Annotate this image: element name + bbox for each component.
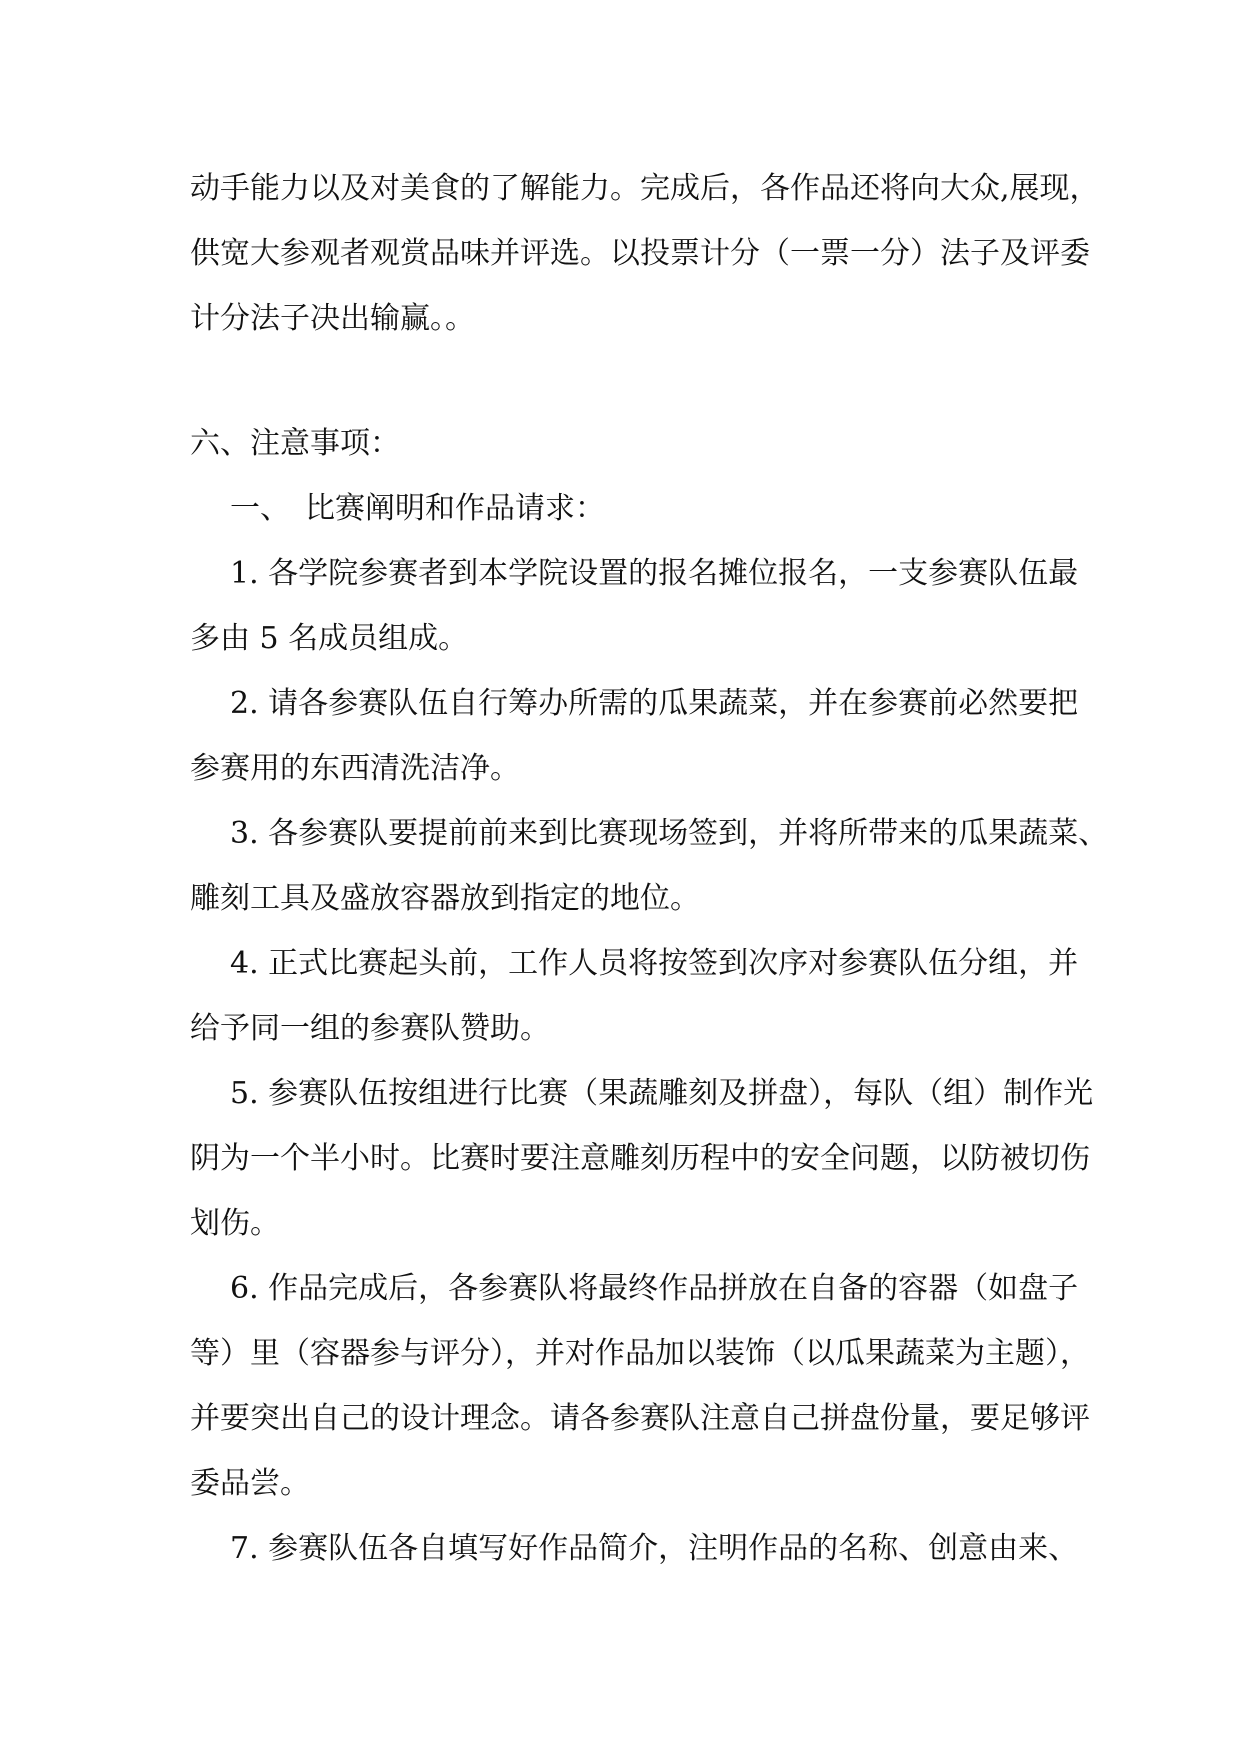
item-5-line-3: 划伤。 [190,1206,280,1241]
subheading: 一、 比赛阐明和作品请求： [230,491,605,526]
item-6-line-2: 等）里（容器参与评分），并对作品加以装饰（以瓜果蔬菜为主题）， [190,1336,1090,1371]
section-heading: 六、注意事项： [190,426,400,461]
item-7-line-1: 7. 参赛队伍各自填写好作品简介，注明作品的名称、创意由来、 [230,1531,1079,1566]
item-3-line-2: 雕刻工具及盛放容器放到指定的地位。 [190,881,700,916]
item-5-line-2: 阴为一个半小时。比赛时要注意雕刻历程中的安全问题，以防被切伤 [190,1141,1090,1176]
intro-line-1: 动手能力以及对美食的了解能力。完成后，各作品还将向大众,展现， [190,171,1100,206]
intro-line-3: 计分法子决出输赢。。 [190,301,475,336]
item-3-line-1: 3. 各参赛队要提前前来到比赛现场签到，并将所带来的瓜果蔬菜、 [230,816,1109,851]
item-6-line-3: 并要突出自己的设计理念。请各参赛队注意自己拼盘份量，要足够评 [190,1401,1090,1436]
intro-line-2: 供宽大参观者观赏品味并评选。以投票计分（一票一分）法子及评委 [190,236,1090,271]
item-1-line-2: 多由 5 名成员组成。 [190,621,469,656]
item-6-line-1: 6. 作品完成后，各参赛队将最终作品拼放在自备的容器（如盘子 [230,1271,1079,1306]
item-4-line-1: 4. 正式比赛起头前，工作人员将按签到次序对参赛队伍分组，并 [230,946,1079,981]
item-4-line-2: 给予同一组的参赛队赞助。 [190,1011,550,1046]
item-2-line-2: 参赛用的东西清洗洁净。 [190,751,520,786]
item-1-line-1: 1. 各学院参赛者到本学院设置的报名摊位报名，一支参赛队伍最 [230,556,1079,591]
item-5-line-1: 5. 参赛队伍按组进行比赛（果蔬雕刻及拼盘），每队（组）制作光 [230,1076,1094,1111]
item-2-line-1: 2. 请各参赛队伍自行筹办所需的瓜果蔬菜，并在参赛前必然要把 [230,686,1079,721]
item-6-line-4: 委品尝。 [190,1466,310,1501]
